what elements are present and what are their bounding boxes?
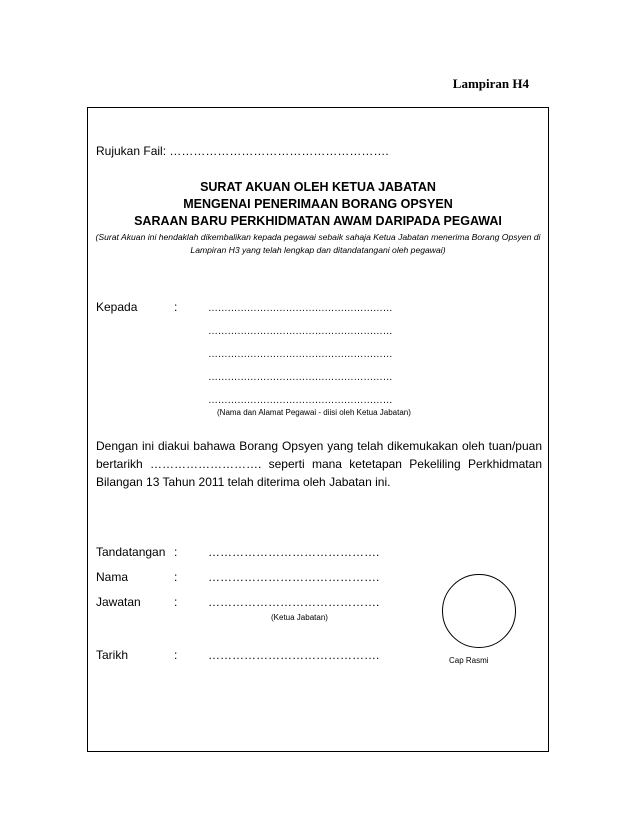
name-dots: ……………………………………. — [208, 570, 380, 584]
address-line-3: ………………………………………………… — [208, 349, 393, 360]
date-label: Tarikh — [96, 648, 129, 662]
address-line-2: ………………………………………………… — [208, 326, 393, 337]
position-caption: (Ketua Jabatan) — [271, 613, 328, 622]
name-label: Nama — [96, 570, 129, 584]
signature-dots: ……………………………………. — [208, 545, 380, 559]
address-line-4: ………………………………………………… — [208, 372, 393, 383]
title-line-1: SURAT AKUAN OLEH KETUA JABATAN — [200, 180, 436, 194]
address-caption: (Nama dan Alamat Pegawai - diisi oleh Ketua Jabatan) — [217, 408, 411, 417]
signature-label: Tandatangan — [96, 545, 166, 559]
official-seal-circle — [442, 574, 516, 648]
position-label: Jawatan — [96, 595, 141, 609]
title-line-3: SARAAN BARU PERKHIDMATAN AWAM DARIPADA PEGAWAI — [134, 214, 502, 228]
declaration-paragraph: Dengan ini diakui bahawa Borang Opsyen yang telah dikemukakan oleh tuan/puan bertarikh ………………………. seperti mana ketetapan Pekeliling Perkhidmatan Bilangan 13 Tahun 2011 telah diterima oleh Jabatan ini. — [96, 439, 542, 489]
title-line-2: MENGENAI PENERIMAAN BORANG OPSYEN — [183, 197, 453, 211]
name-colon: : — [174, 570, 178, 584]
instruction-note: (Surat Akuan ini hendaklah dikembalikan kepada pegawai sebaik sahaja Ketua Jabatan menerima Borang Opsyen di Lampiran H3 yang telah lengkap dan ditandatangani oleh pegawai) — [95, 232, 541, 255]
address-line-1: ………………………………………………… — [208, 303, 393, 314]
to-label: Kepada — [96, 300, 138, 314]
to-colon: : — [174, 300, 178, 314]
date-dots: ……………………………………. — [208, 648, 380, 662]
seal-label: Cap Rasmi — [449, 656, 489, 665]
signature-colon: : — [174, 545, 178, 559]
annex-label: Lampiran H4 — [452, 76, 529, 91]
position-dots: ……………………………………. — [208, 595, 380, 609]
file-reference: Rujukan Fail: ………………………………………………. — [96, 144, 389, 158]
form-frame — [87, 107, 549, 752]
position-colon: : — [174, 595, 178, 609]
address-line-5: ………………………………………………… — [208, 395, 393, 406]
date-colon: : — [174, 648, 178, 662]
